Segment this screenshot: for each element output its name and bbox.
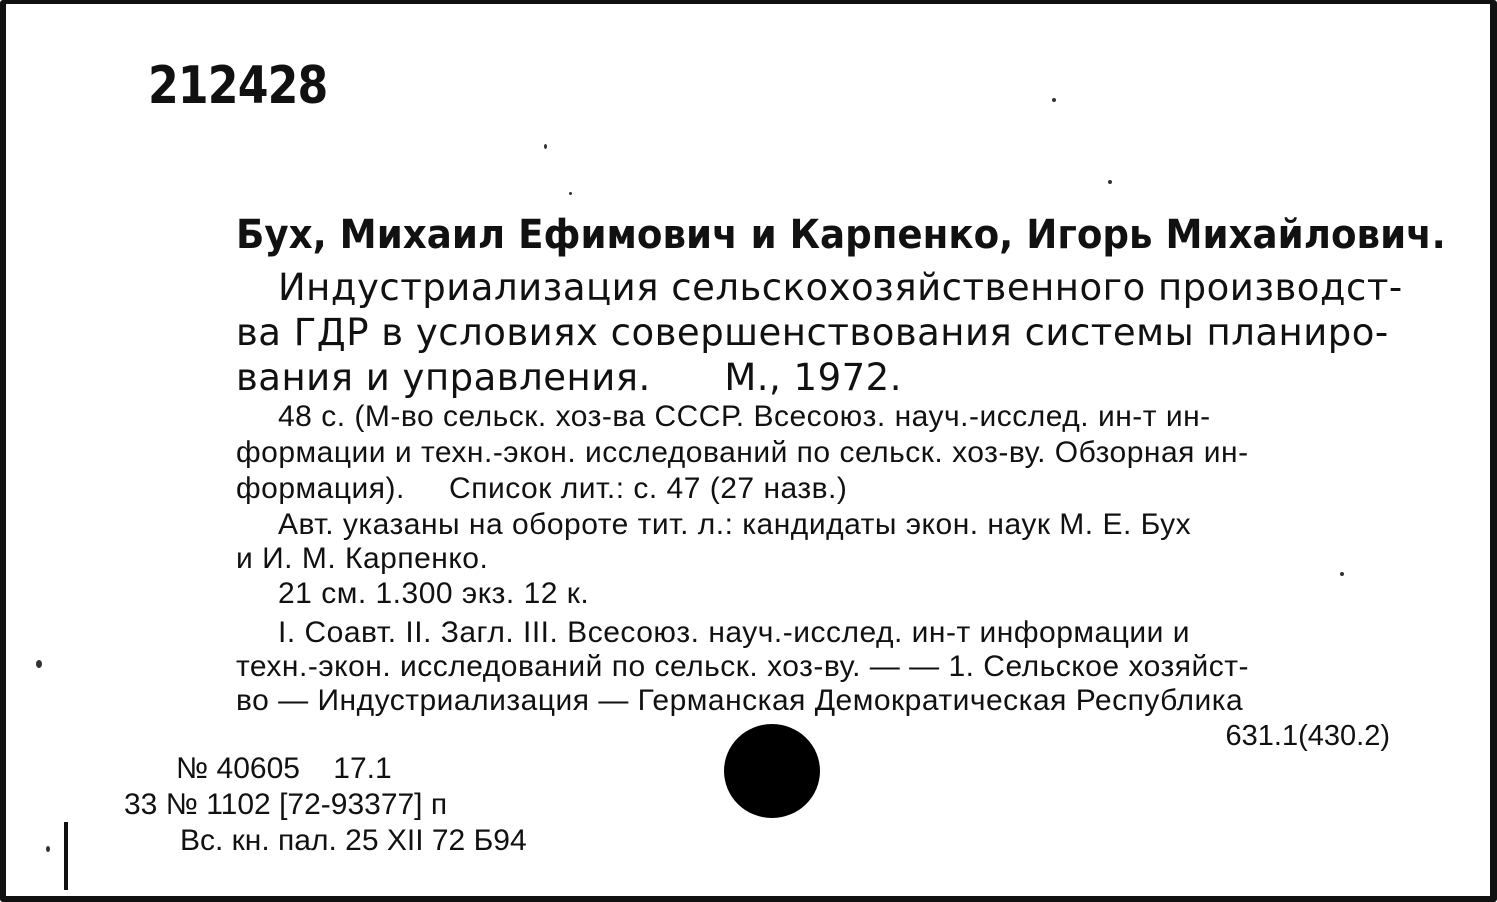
registry-line-1: № 40605 17.1 xyxy=(176,752,392,785)
speck xyxy=(544,144,547,149)
note-line-1: Авт. указаны на обороте тит. л.: кандидаты экон. наук М. Е. Бух xyxy=(278,508,1192,541)
description-line-3: формация). Список лит.: с. 47 (27 назв.) xyxy=(236,472,848,505)
speck xyxy=(569,192,572,195)
speck xyxy=(1340,572,1344,576)
authors-heading: Бух, Михаил Ефимович и Карпенко, Игорь Михайлович. xyxy=(236,212,1446,258)
speck xyxy=(1108,180,1112,184)
physical-description: 21 см. 1.300 экз. 12 к. xyxy=(278,577,590,610)
punch-hole xyxy=(724,724,820,818)
speck xyxy=(46,846,50,852)
margin-mark xyxy=(64,822,68,890)
registry-line-3: Вс. кн. пал. 25 XII 72 Б94 xyxy=(180,824,527,857)
registry-line-2: 33 № 1102 [72-93377] п xyxy=(124,788,448,821)
title-line-1: Индустриализация сельскохозяйственного производст- xyxy=(278,266,1403,309)
title-line-3: вания и управления. М., 1972. xyxy=(236,356,902,399)
tracings-line-3: во — Индустриализация — Германская Демократическая Республика xyxy=(236,684,1244,717)
tracings-line-2: техн.-экон. исследований по сельск. хоз-ву. — — 1. Сельское хозяйст- xyxy=(236,650,1249,683)
note-line-2: и И. М. Карпенко. xyxy=(236,542,489,575)
title-line-2: ва ГДР в условиях совершенствования системы планиро- xyxy=(236,311,1389,354)
description-line-2: формации и техн.-экон. исследований по сельск. хоз-ву. Обзорная ин- xyxy=(236,436,1249,469)
accession-number: 212428 xyxy=(148,56,328,116)
speck xyxy=(1052,98,1056,102)
tracings-line-1: I. Соавт. II. Загл. III. Всесоюз. науч.-исслед. ин-т информации и xyxy=(278,616,1191,649)
classification-number: 631.1(430.2) xyxy=(1225,720,1390,752)
description-line-1: 48 с. (М-во сельск. хоз-ва СССР. Всесоюз. науч.-исслед. ин-т ин- xyxy=(278,400,1211,433)
speck xyxy=(36,660,42,668)
